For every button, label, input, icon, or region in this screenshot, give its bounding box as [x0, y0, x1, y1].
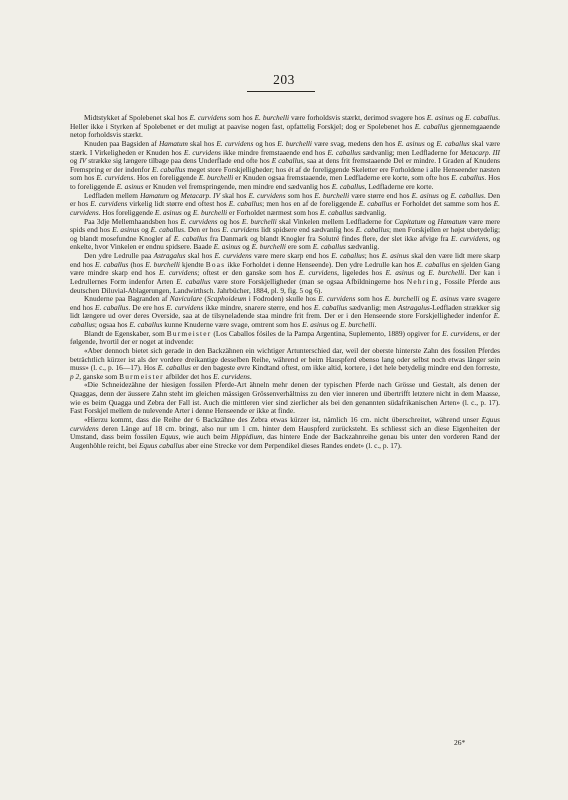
body-text: [70, 114, 500, 450]
paragraph-astragalus: Den ydre Ledrulle paa Astragalus skal hos E. curvidens være mere skarp end hos E. caballus; hos E. asinus skal den være lidt mere skarp end hos E. caballus (hos E. burchelli kjendte Boas ikke Forholdet i denne Henseende). Den ydre Ledrulle kan hos E. caballus en sjelden Gang være mindre skarp end hos E. curvidens; oftest er den ganske som hos E. curvidens, ligeledes hos E. asinus og E. burchelli. Der kan i Ledrullernes Form indenfor Arten E. caballus være store Forskjelligheder (man se ogsaa Afbildningerne hos Nehring, Fossile Pferde aus deutschen Diluvial-Ablagerungen, Landwirthsch. Jahrbücher, 1884, pl. 9, fig. 5 og 6).: [70, 251, 501, 295]
page-number: 203: [273, 72, 295, 87]
paragraph-quote-schneidezaehne: «Die Schneidezähne der hiesigen fossilen Pferde-Art ähneln mehr denen der typischen Pferde nach Grösse und Gestalt, als denen der Quaggas, denn der äussere Zahn steht im gleichen mässigen Grössenverhältniss zu den vier inneren und übertrifft letztere nicht in dem Maasse, wie es beim Quagga und Zebra der Fall ist. Auch die mittleren vier sind zierlicher als bei den genannten südafrikanischen Arten» (l. c., p. 17). Fast Forskjel mellem de nulevende Arter i denne Henseende er ikke at finde.: [70, 380, 500, 416]
paragraph-mellemhaandsben: Paa 3dje Mellemhaandsben hos E. curvidens og hos E. burchelli skal Vinkelen mellem Ledfladerne for Capitatum og Hamatum være mere spids end hos E. asinus og E. caballus. Den er hos E. curvidens lidt spidsere end sædvanlig hos E. caballus; men Forskjellen er højst ubetydelig; og blandt mosefundne Knogler af E. caballus fra Danmark og blandt Knogler fra Solutré findes flere, der slet ikke afvige fra E. curvidens, og enkelte, hvor Vinkelen er endnu spidsere. Baade E. asinus og E. burchelli ere som E. caballus sædvanlig.: [70, 216, 501, 252]
paragraph-naviculare: Knuderne paa Bagranden af Naviculare (Scaphoideum i Fodroden) skulle hos E. curvidens som hos E. burchelli og E. asinus være svagere end hos E. caballus. De ere hos E. curvidens ikke mindre, snarere større, end hos E. caballus sædvanlig; men Astragalus-Ledfladen strækker sig lidt længere ud over deres Overside, saa at de tilsyneladende staa mindre frit frem. Der er i den Henseende store Forskjelligheder indenfor E. caballus; ogsaa hos E. caballus kunne Knuderne være svage, omtrent som hos E. asinus og E. burchelli.: [70, 294, 501, 329]
paragraph-hamatum-knuden: Knuden paa Bagsiden af Hamatum skal hos E. curvidens og hos E. burchelli være svag, medens den hos E. asinus og E. caballus skal være stærk. I Virkeligheden er Knuden hos E. curvidens ikke mindre fremstaaende end hos E. caballus sædvanlig; men Ledfladerne for Metacarp. III og IV strække sig længere tilbage paa dens Underflade end ofte hos E caballus, saa at dens frit fremstaaende Del er mindre. I Graden af Knudens Fremspring er der indenfor E. caballus meget store Forskjelligheder; hos ét af de foreliggende Skeletter ere Forholdene i alle Henseender næsten som hos E. curvidens. Hos en foreliggende E. burchelli er Knuden ogsaa fremstaaende, men Ledfladerne ere korte, som ofte hos E. caballus. Hos to foreliggende E. asinus er Knuden vel fremspringende, men mindre end sædvanlig hos E. caballus, Ledfladerne ere korte.: [70, 138, 501, 191]
paragraph-burmeister-intro: Blandt de Egenskaber, som Burmeister (Los Caballos fósiles de la Pampa Argentina, Suplemento, 1889) opgiver for E. curvidens, er der følgende, hvortil der er noget at indvende:: [70, 328, 501, 347]
paragraph-quote-backzaehne: «Aber dennoch bietet sich gerade in den Backzähnen ein wichtiger Artunterschied dar, weil der oberste hinterste Zahn des fossilen Pferdes beträchtlich kürzer ist als der vordere dreikantige desselben Reihe, während er beim Hauspferd ebenso lang oder selbst noch etwas länger sein muss» (l. c., p. 16—17). Hos E. caballus er den bageste øvre Kindtand oftest, om ikke altid, kortere, i det hele betydelig mindre end den forreste, p 2, ganske som Burmeister afbilder det hos E. curvidens.: [70, 345, 500, 381]
paragraph-ledfladen: Ledfladen mellem Hamatum og Metacarp. IV skal hos E. curvidens som hos E. burchelli være større end hos E. asinus og E. caballus. Den er hos E. curvidens virkelig lidt større end oftest hos E. caballus; men hos en af de foreliggende E. caballus er Forholdet det samme som hos E. curvidens. Hos foreliggende E. asinus og E. burchelli er Forholdet nærmest som hos E. caballus sædvanlig.: [70, 190, 501, 217]
signature-mark: 26*: [454, 738, 466, 747]
paragraph-spolebenet: Midtstykket af Spolebenet skal hos E. curvidens som hos E. burchelli være forholdsvis stærkt, derimod svagere hos E. asinus og E. caballus. Heller ikke i Styrken af Spolebenet er det muligt at paavise nogen fast, opfattelig Forskjel; dog er Spolebenet hos E. caballus gjennemgaaende netop forholdsvis stærkt.: [70, 113, 500, 140]
paragraph-quote-zebra: «Hierzu kommt, dass die Reihe der 6 Backzähne des Zebra etwas kürzer ist, nämlich 16 cm. nicht überschreitet, während unser Equus curvidens deren Länge auf 18 cm. bringt, also nur um 1 cm. hinter dem Hauspferd zurücksteht. Es schliesst sich an diese Eigenheiten der Umstand, dass beim fossilen Equus, wie auch beim Hippidium, das hintere Ende der Backzahnreihe genau bis unter den vorderen Rand der Augenhöhle reicht, bei Equus caballus aber eine Strecke vor dem Perpendikel dieses Randes endet» (l. c., p. 17).: [70, 414, 500, 450]
header-rule: [247, 91, 315, 92]
